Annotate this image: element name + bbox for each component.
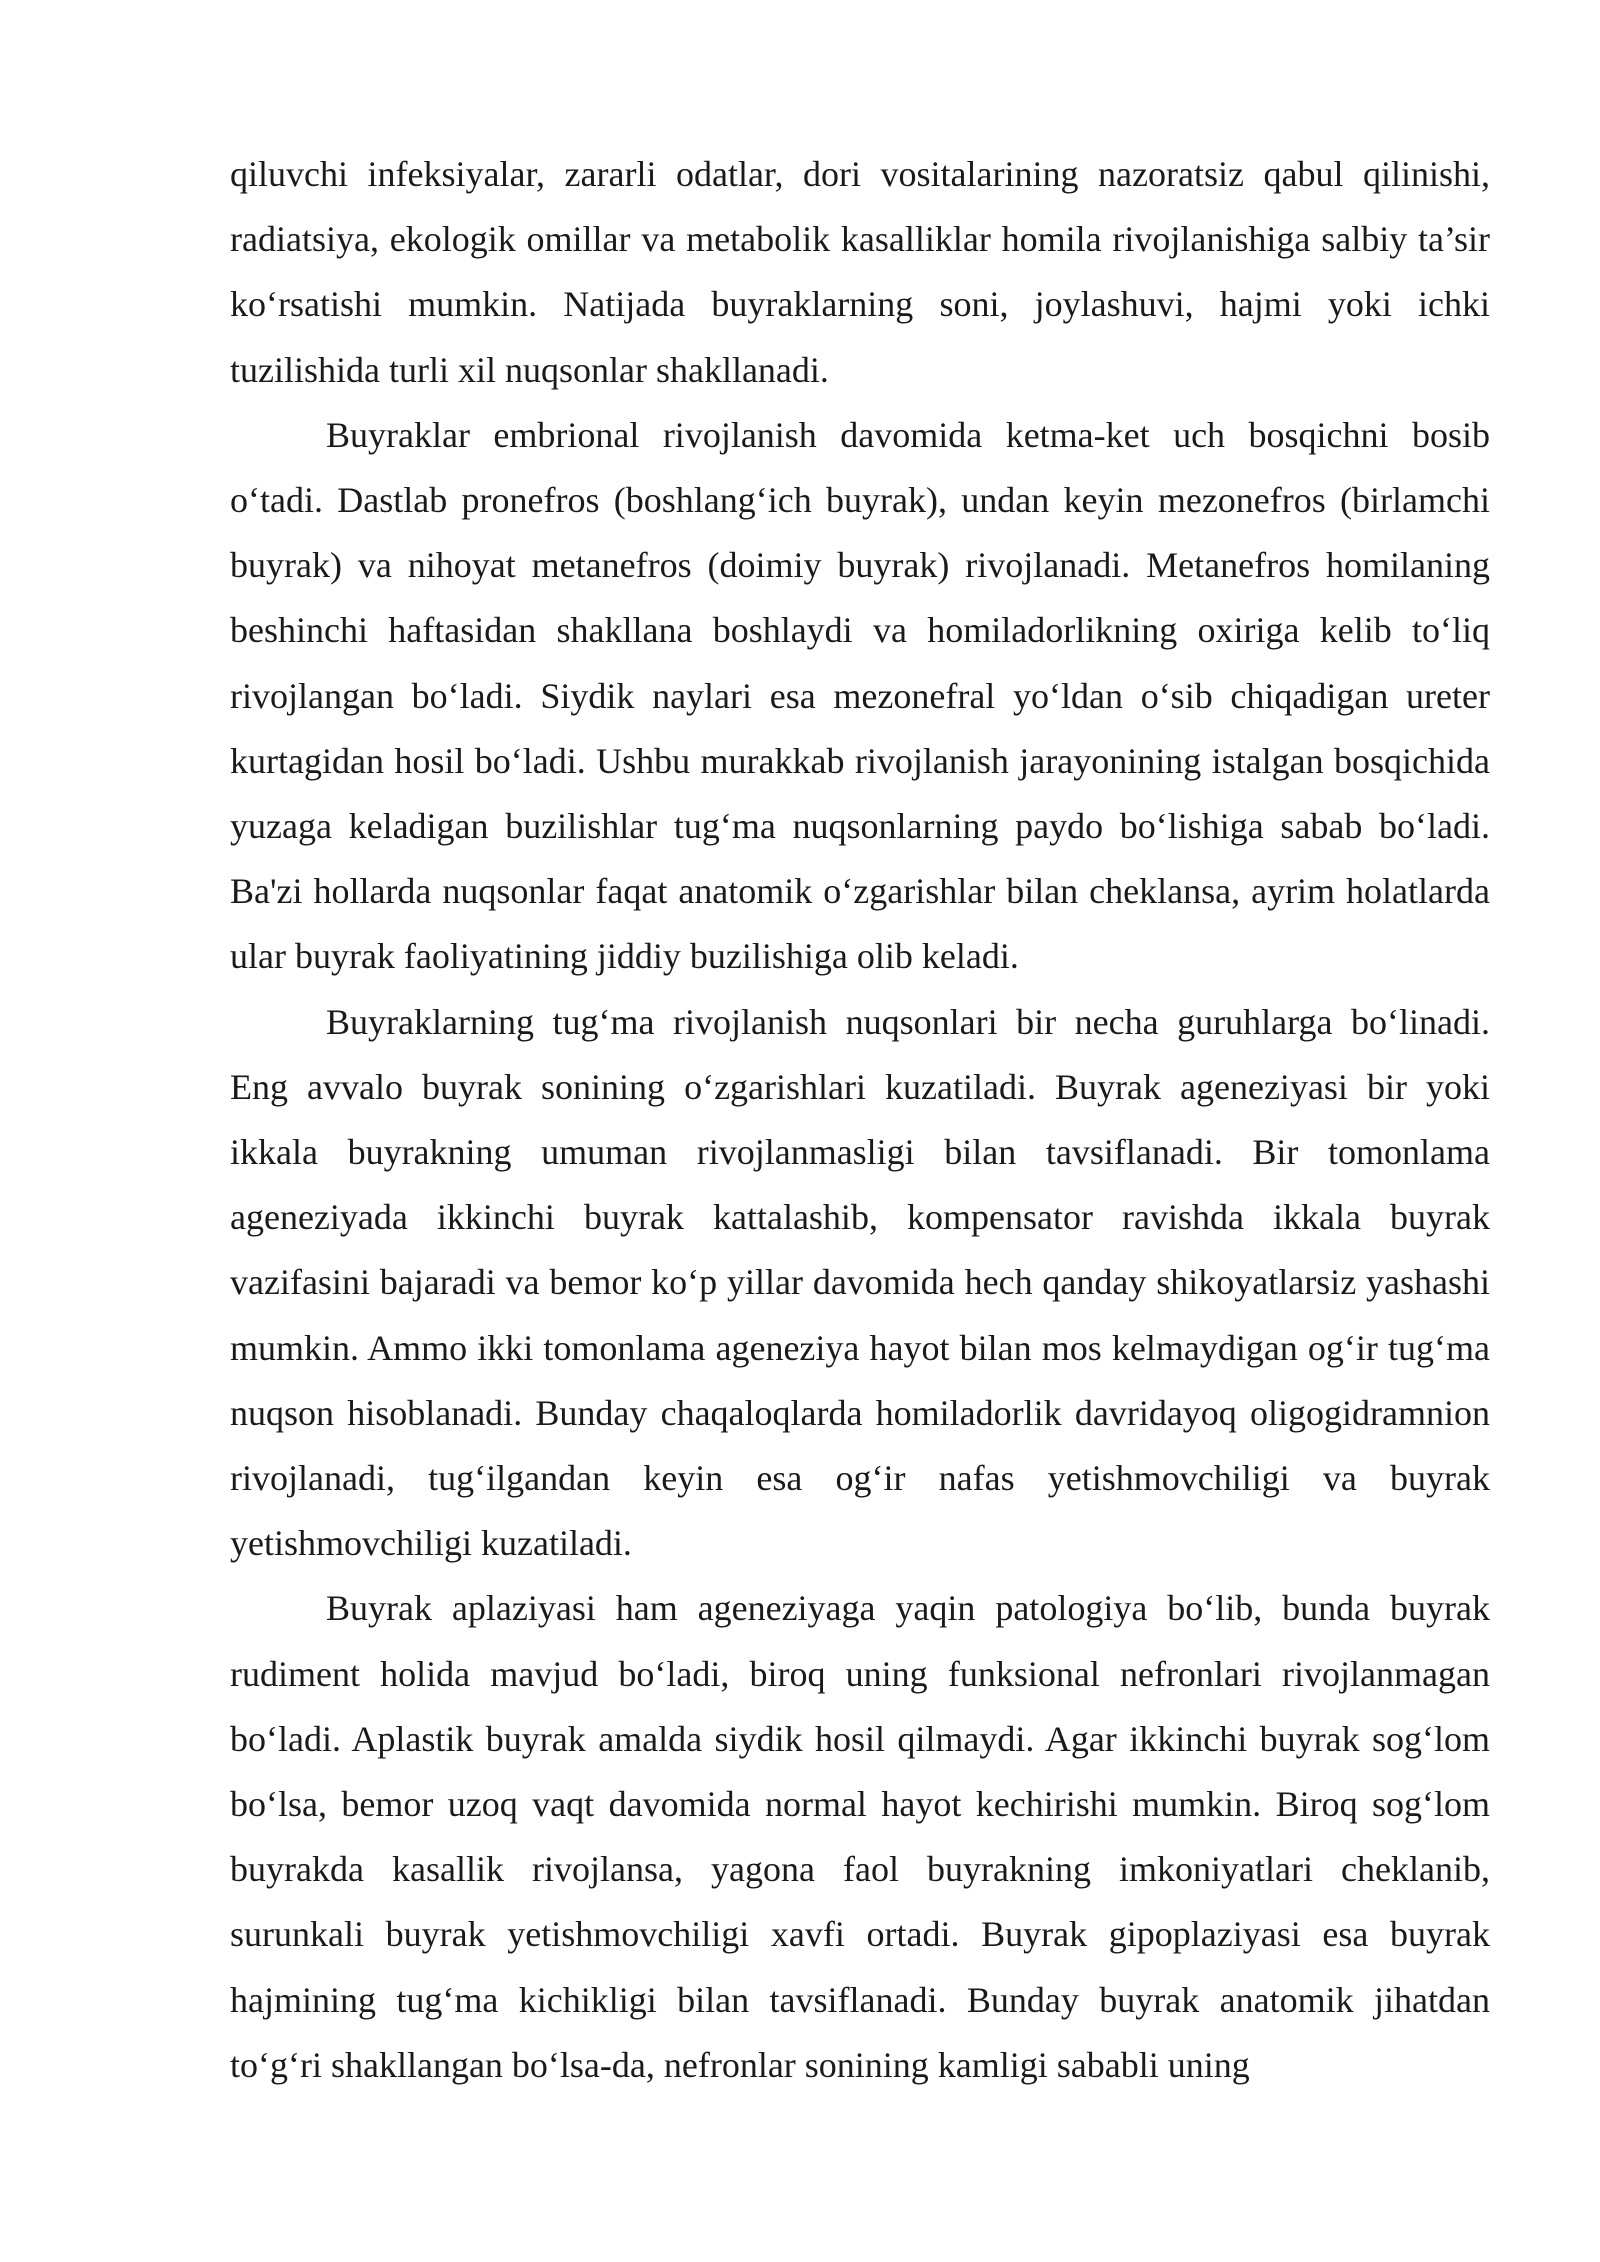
document-body [230,142,1490,2098]
paragraph-4: Buyrak aplaziyasi ham ageneziyaga yaqin patologiya bo‘lib, bunda buyrak rudiment holida mavjud bo‘ladi, biroq uning funksional nefronlari rivojlanmagan bo‘ladi. Aplastik buyrak amalda siydik hosil qilmaydi. Agar ikkinchi buyrak sog‘lom bo‘lsa, bemor uzoq vaqt davomida normal hayot kechirishi mumkin. Biroq sog‘lom buyrakda kasallik rivojlansa, yagona faol buyrakning imkoniyatlari cheklanib, surunkali buyrak yetishmovchiligi xavfi ortadi. Buyrak gipoplaziyasi esa buyrak hajmining tug‘ma kichikligi bilan tavsiflanadi. Bunday buyrak anatomik jihatdan to‘g‘ri shakllangan bo‘lsa-da, nefronlar sonining kamligi sababli uning [230,1588,1490,2085]
paragraph-3: Buyraklarning tug‘ma rivojlanish nuqsonlari bir necha guruhlarga bo‘linadi. Eng avvalo buyrak sonining o‘zgarishlari kuzatiladi. Buyrak ageneziyasi bir yoki ikkala buyrakning umuman rivojlanmasligi bilan tavsiflanadi. Bir tomonlama ageneziyada ikkinchi buyrak kattalashib, kompensator ravishda ikkala buyrak vazifasini bajaradi va bemor ko‘p yillar davomida hech qanday shikoyatlarsiz yashashi mumkin. Ammo ikki tomonlama ageneziya hayot bilan mos kelmaydigan og‘ir tug‘ma nuqson hisoblanadi. Bunday chaqaloqlarda homiladorlik davridayoq oligogidramnion rivojlanadi, tug‘ilgandan keyin esa og‘ir nafas yetishmovchiligi va buyrak yetishmovchiligi kuzatiladi. [230,1001,1490,1564]
paragraph-1: qiluvchi infeksiyalar, zararli odatlar, dori vositalarining nazoratsiz qabul qilinishi, radiatsiya, ekologik omillar va metabolik kasalliklar homila rivojlanishiga salbiy ta’sir ko‘rsatishi mumkin. Natijada buyraklarning soni, joylashuvi, hajmi yoki ichki tuzilishida turli xil nuqsonlar shakllanadi. [230,154,1490,390]
paragraph-2: Buyraklar embrional rivojlanish davomida ketma-ket uch bosqichni bosib o‘tadi. Dastlab pronefros (boshlang‘ich buyrak), undan keyin mezonefros (birlamchi buyrak) va nihoyat metanefros (doimiy buyrak) rivojlanadi. Metanefros homilaning beshinchi haftasidan shakllana boshlaydi va homiladorlikning oxiriga kelib to‘liq rivojlangan bo‘ladi. Siydik naylari esa mezonefral yo‘ldan o‘sib chiqadigan ureter kurtagidan hosil bo‘ladi. Ushbu murakkab rivojlanish jarayonining istalgan bosqichida yuzaga keladigan buzilishlar tug‘ma nuqsonlarning paydo bo‘lishiga sabab bo‘ladi. Ba'zi hollarda nuqsonlar faqat anatomik o‘zgarishlar bilan cheklansa, ayrim holatlarda ular buyrak faoliyatining jiddiy buzilishiga olib keladi. [230,414,1490,977]
